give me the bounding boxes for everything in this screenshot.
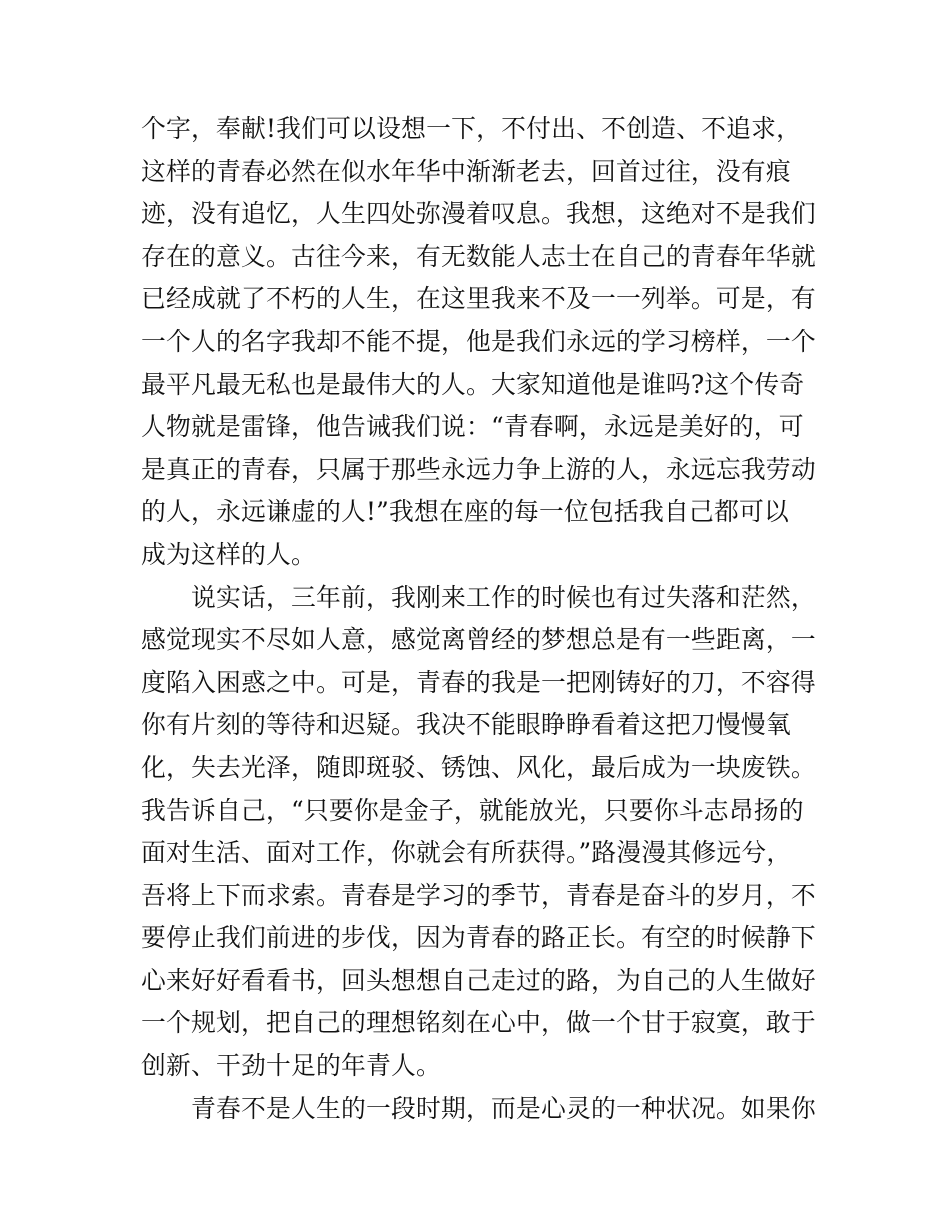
text-line: 最平凡最无私也是最伟大的人。大家知道他是谁吗?这个传奇 [141,369,805,399]
text-line: 化，失去光泽，随即斑驳、锈蚀、风化，最后成为一块废铁。 [141,752,816,782]
body-text [141,108,816,1130]
text-line: 度陷入困惑之中。可是，青春的我是一把刚铸好的刀，不容得 [141,667,816,697]
text-line: 一个规划，把自己的理想铭刻在心中，做一个甘于寂寞，敢于 [141,1008,816,1038]
text-line: 一个人的名字我却不能不提，他是我们永远的学习榜样，一个 [141,326,816,356]
text-line: 存在的意义。古往今来，有无数能人志士在自己的青春年华就 [141,241,816,271]
paragraph [141,577,816,1088]
text-line: 已经成就了不朽的人生，在这里我来不及一一列举。可是，有 [141,284,816,314]
paragraph [141,1088,816,1131]
text-line: 心来好好看看书，回头想想自己走过的路，为自己的人生做好 [141,965,816,995]
text-line: 是真正的青春，只属于那些永远力争上游的人，永远忘我劳动 [141,454,816,484]
text-line: 吾将上下而求索。青春是学习的季节，青春是奋斗的岁月，不 [141,880,816,910]
text-line: 创新、干劲十足的年青人。 [141,1051,441,1081]
text-line: 成为这样的人。 [141,539,316,569]
text-line: 这样的青春必然在似水年华中渐渐老去，回首过往，没有痕 [141,156,791,186]
text-line: 说实话，三年前，我刚来工作的时候也有过失落和茫然， [191,582,816,612]
text-line: 的人，永远谦虚的人!”我想在座的每一位包括我自己都可以 [141,497,789,527]
text-line: 要停止我们前进的步伐，因为青春的路正长。有空的时候静下 [141,923,816,953]
text-line: 感觉现实不尽如人意，感觉离曾经的梦想总是有一些距离，一 [141,625,816,655]
text-line: 面对生活、面对工作，你就会有所获得。”路漫漫其修远兮， [141,838,792,868]
text-line: 个字，奉献!我们可以设想一下，不付出、不创造、不追求， [141,114,802,143]
paragraph [141,108,816,577]
text-line: 你有片刻的等待和迟疑。我决不能眼睁睁看着这把刀慢慢氧 [141,710,791,740]
text-line: 迹，没有追忆，人生四处弥漫着叹息。我想，这绝对不是我们 [141,199,816,229]
text-line: 青春不是人生的一段时期，而是心灵的一种状况。如果你 [191,1093,816,1123]
text-line: 人物就是雷锋，他告诫我们说：“青春啊，永远是美好的，可 [141,412,804,442]
text-line: 我告诉自己，“只要你是金子，就能放光，只要你斗志昂扬的 [141,795,804,825]
